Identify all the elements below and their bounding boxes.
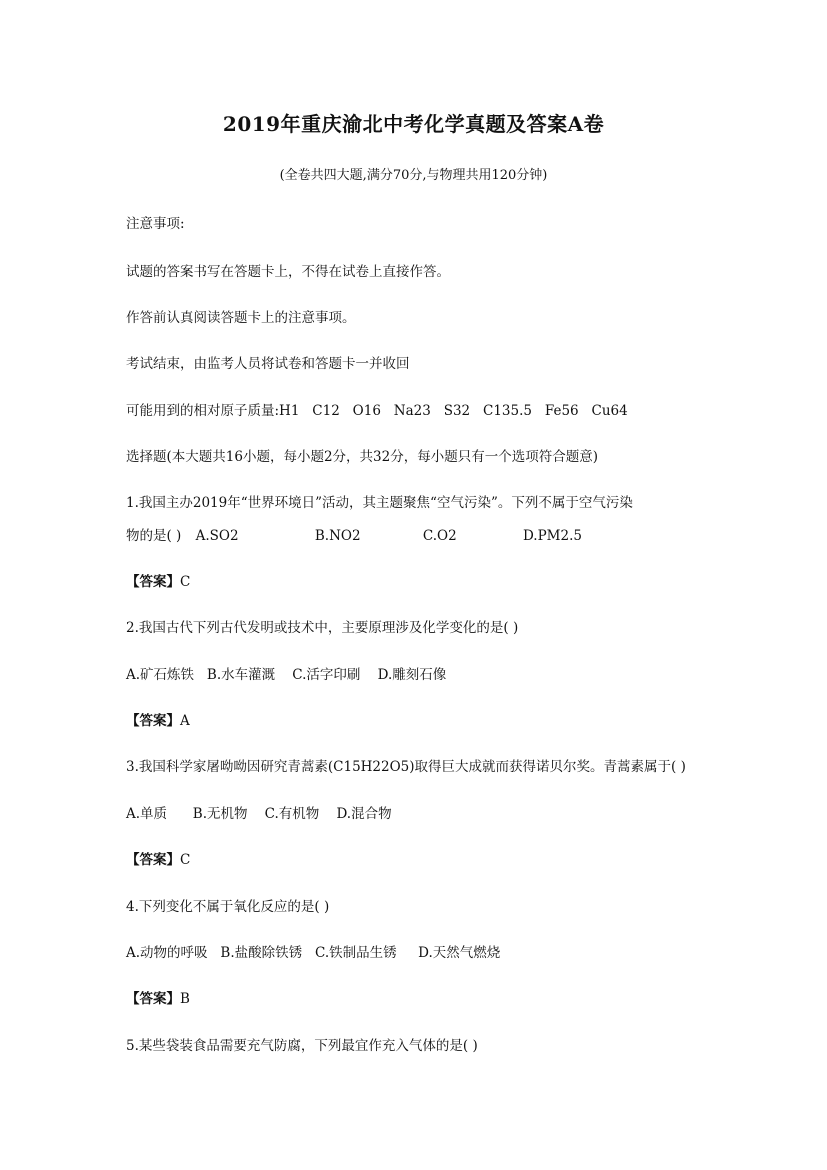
page-subtitle: (全卷共四大题,满分70分,与物理共用120分钟) bbox=[279, 168, 548, 183]
note-item: 试题的答案书写在答题卡上，不得在试卷上直接作答。 bbox=[126, 264, 450, 280]
question-1-answer bbox=[126, 570, 190, 590]
answer-value: C bbox=[180, 852, 191, 868]
page-title: 2019年重庆渝北中考化学真题及答案A卷 bbox=[222, 112, 605, 136]
atomic-masses: 可能用到的相对原子质量:H1 C12 O16 Na23 S32 C135.5 Fe56 Cu64 bbox=[126, 403, 628, 419]
notes-heading: 注意事项: bbox=[126, 216, 185, 232]
question-1-option-d: D.PM2.5 bbox=[522, 528, 582, 544]
question-2-options: A.矿石炼铁 B.水车灌溉 C.活字印刷 D.雕刻石像 bbox=[126, 667, 447, 683]
question-1-text: 1.我国主办2019年“世界环境日”活动，其主题聚焦“空气污染”。下列不属于空气污染 bbox=[126, 495, 633, 511]
question-2-text: 2.我国古代下列古代发明或技术中，主要原理涉及化学变化的是( ) bbox=[126, 620, 519, 636]
answer-value: C bbox=[180, 574, 191, 590]
answer-label: 【答案】 bbox=[126, 713, 180, 729]
question-3-options: A.单质 B.无机物 C.有机物 D.混合物 bbox=[126, 806, 392, 822]
answer-label: 【答案】 bbox=[126, 991, 180, 1007]
note-item: 作答前认真阅读答题卡上的注意事项。 bbox=[126, 310, 356, 326]
section-heading: 选择题(本大题共16小题，每小题2分，共32分，每小题只有一个选项符合题意) bbox=[126, 449, 598, 465]
question-5-text: 5.某些袋装食品需要充气防腐，下列最宜作充入气体的是( ) bbox=[126, 1038, 478, 1054]
question-4-answer bbox=[126, 987, 190, 1007]
question-1-option-c: C.O2 bbox=[422, 528, 457, 544]
question-4-text: 4.下列变化不属于氧化反应的是( ) bbox=[126, 899, 330, 915]
question-4-options: A.动物的呼吸 B.盐酸除铁锈 C.铁制品生锈 D.天然气燃烧 bbox=[126, 945, 501, 961]
question-1-option-a: A.SO2 bbox=[195, 528, 239, 544]
note-item: 考试结束，由监考人员将试卷和答题卡一并收回 bbox=[126, 356, 410, 372]
answer-label: 【答案】 bbox=[126, 852, 180, 868]
question-3-text: 3.我国科学家屠呦呦因研究青蒿素(C15H22O5)取得巨大成就而获得诺贝尔奖。青蒿素属于( ) bbox=[126, 759, 686, 775]
question-1-option-b: B.NO2 bbox=[314, 528, 361, 544]
answer-value: A bbox=[180, 713, 190, 729]
question-2-answer bbox=[126, 709, 190, 729]
question-3-answer bbox=[126, 848, 190, 868]
question-1-line2 bbox=[126, 524, 582, 544]
question-1-stem: 物的是( ) bbox=[126, 528, 182, 544]
answer-value: B bbox=[180, 991, 190, 1007]
answer-label: 【答案】 bbox=[126, 574, 180, 590]
